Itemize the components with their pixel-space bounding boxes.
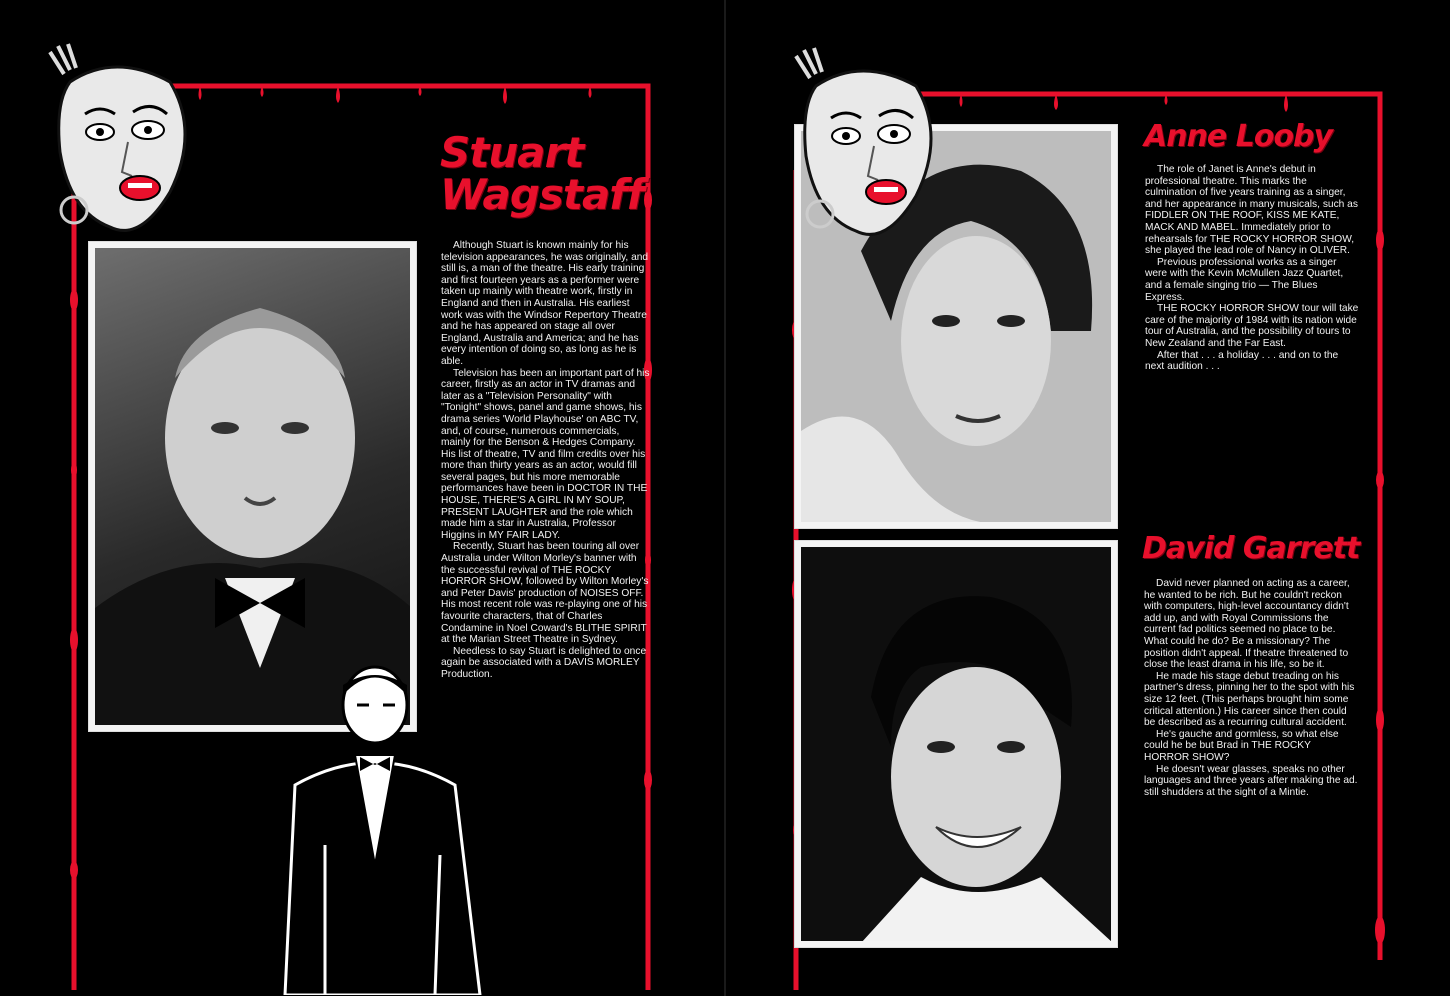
bio-text-stuart (441, 240, 651, 681)
bio-paragraph: The role of Janet is Anne's debut in professional theatre. This marks the culmination of five years training as a singer, and her appearance in many musicals, such as FIDDLER ON THE ROOF, KISS ME KATE, MACK AND MABEL. Immediately prior to rehearsals for THE ROCKY HORROR SHOW, she played the lead role of Nancy in OLIVER. (1145, 164, 1358, 257)
bio-paragraph: THE ROCKY HORROR SHOW tour will take care of the majority of 1984 with its nation wide tour of Australia, and the possibility of tours to New Zealand and the Far East. (1145, 303, 1359, 349)
bio-paragraph: Recently, Stuart has been touring all over Australia under Wilton Morley's banner with the successful revival of THE ROCKY HORROR SHOW, followed by Wilton Morley's and Peter Davis' production of NOISES OFF. His most recent role was re-playing one of his favourite characters, that of Charles Condamine in Noel Coward's BLITHE SPIRIT at the Marian Street Theatre in Sydney. (441, 541, 649, 646)
bio-paragraph: After that . . . a holiday . . . and on to the next audition . . . (1145, 349, 1339, 373)
name-heading-stuart (440, 128, 644, 219)
bio-paragraph: Although Stuart is known mainly for his television appearances, he was originally, and still is, a man of the theatre. His early training and first fourteen years as a performer were taken up mainly with theatre work, firstly in England and then in Australia. His earliest work was with the Windsor Repertory Theatre and he has appeared on stage all over England, Australia and America; and he has every intention of doing so, as long as he is able. (441, 240, 649, 367)
left-page (0, 0, 724, 996)
portrait-image (95, 248, 410, 725)
portrait-photo-stuart (88, 241, 417, 732)
bio-paragraph: Needless to say Stuart is delighted to once again be associated with a DAVIS MORLEY Production. (441, 645, 647, 680)
bio-text-david (1144, 578, 1358, 798)
mask-face-icon (30, 42, 200, 242)
bio-paragraph: Television has been an important part of his career, firstly as an actor in TV dramas and later as a "Television Personality" with "Tonight" shows, panel and game shows, his drama series 'World Playhouse' on ABC TV, and, of course, numerous commercials, mainly for the Benson & Hedges Company. His list of theatre, TV and film credits over his more than thirty years as an actor, would fill several pages, but his more memorable performances have been in DOCTOR IN THE HOUSE, THERE'S A GIRL IN MY SOUP, PRESENT LAUGHTER and the role which made him a star in Australia, Professor Higgins in MY FAIR LADY. (441, 367, 650, 541)
bio-paragraph: Previous professional works as a singer were with the Kevin McMullen Jazz Quartet, and a female singing trio — The Blues Express. (1145, 256, 1344, 303)
butler-figure-icon (265, 665, 505, 995)
bio-paragraph: He doesn't wear glasses, speaks no other languages and three years after making the ad. still shudders at the sight of a Mintie. (1144, 763, 1358, 798)
name-heading-anne: Anne Looby (1144, 119, 1333, 154)
bio-text-anne (1145, 164, 1359, 373)
name-heading-david: David Garrett (1142, 531, 1360, 566)
right-page (726, 0, 1450, 996)
mask-face-icon (776, 46, 946, 246)
bio-paragraph: David never planned on acting as a career, he wanted to be rich. But he couldn't reckon with computers, high-level accountancy didn't add up, and with Royal Commissions the current fad politics seemed no place to be. What could he do? Be a missionary? The position didn't appeal. If theatre threatened to close the least drama in his life, so be it. (1144, 578, 1350, 671)
portrait-image (801, 547, 1111, 941)
name-heading-line1: Stuart (440, 128, 584, 177)
bio-paragraph: He's gauche and gormless, so what else could he be but Brad in THE ROCKY HORROR SHOW? (1144, 728, 1339, 763)
portrait-photo-david (794, 540, 1118, 948)
name-heading-line2: Wagstaff (440, 170, 644, 219)
bio-paragraph: He made his stage debut treading on his partner's dress, pinning her to the spot with his size 12 feet. (This perhaps brought him some critical attention.) His career since then could be described as a recurring cultural accident. (1144, 670, 1355, 729)
